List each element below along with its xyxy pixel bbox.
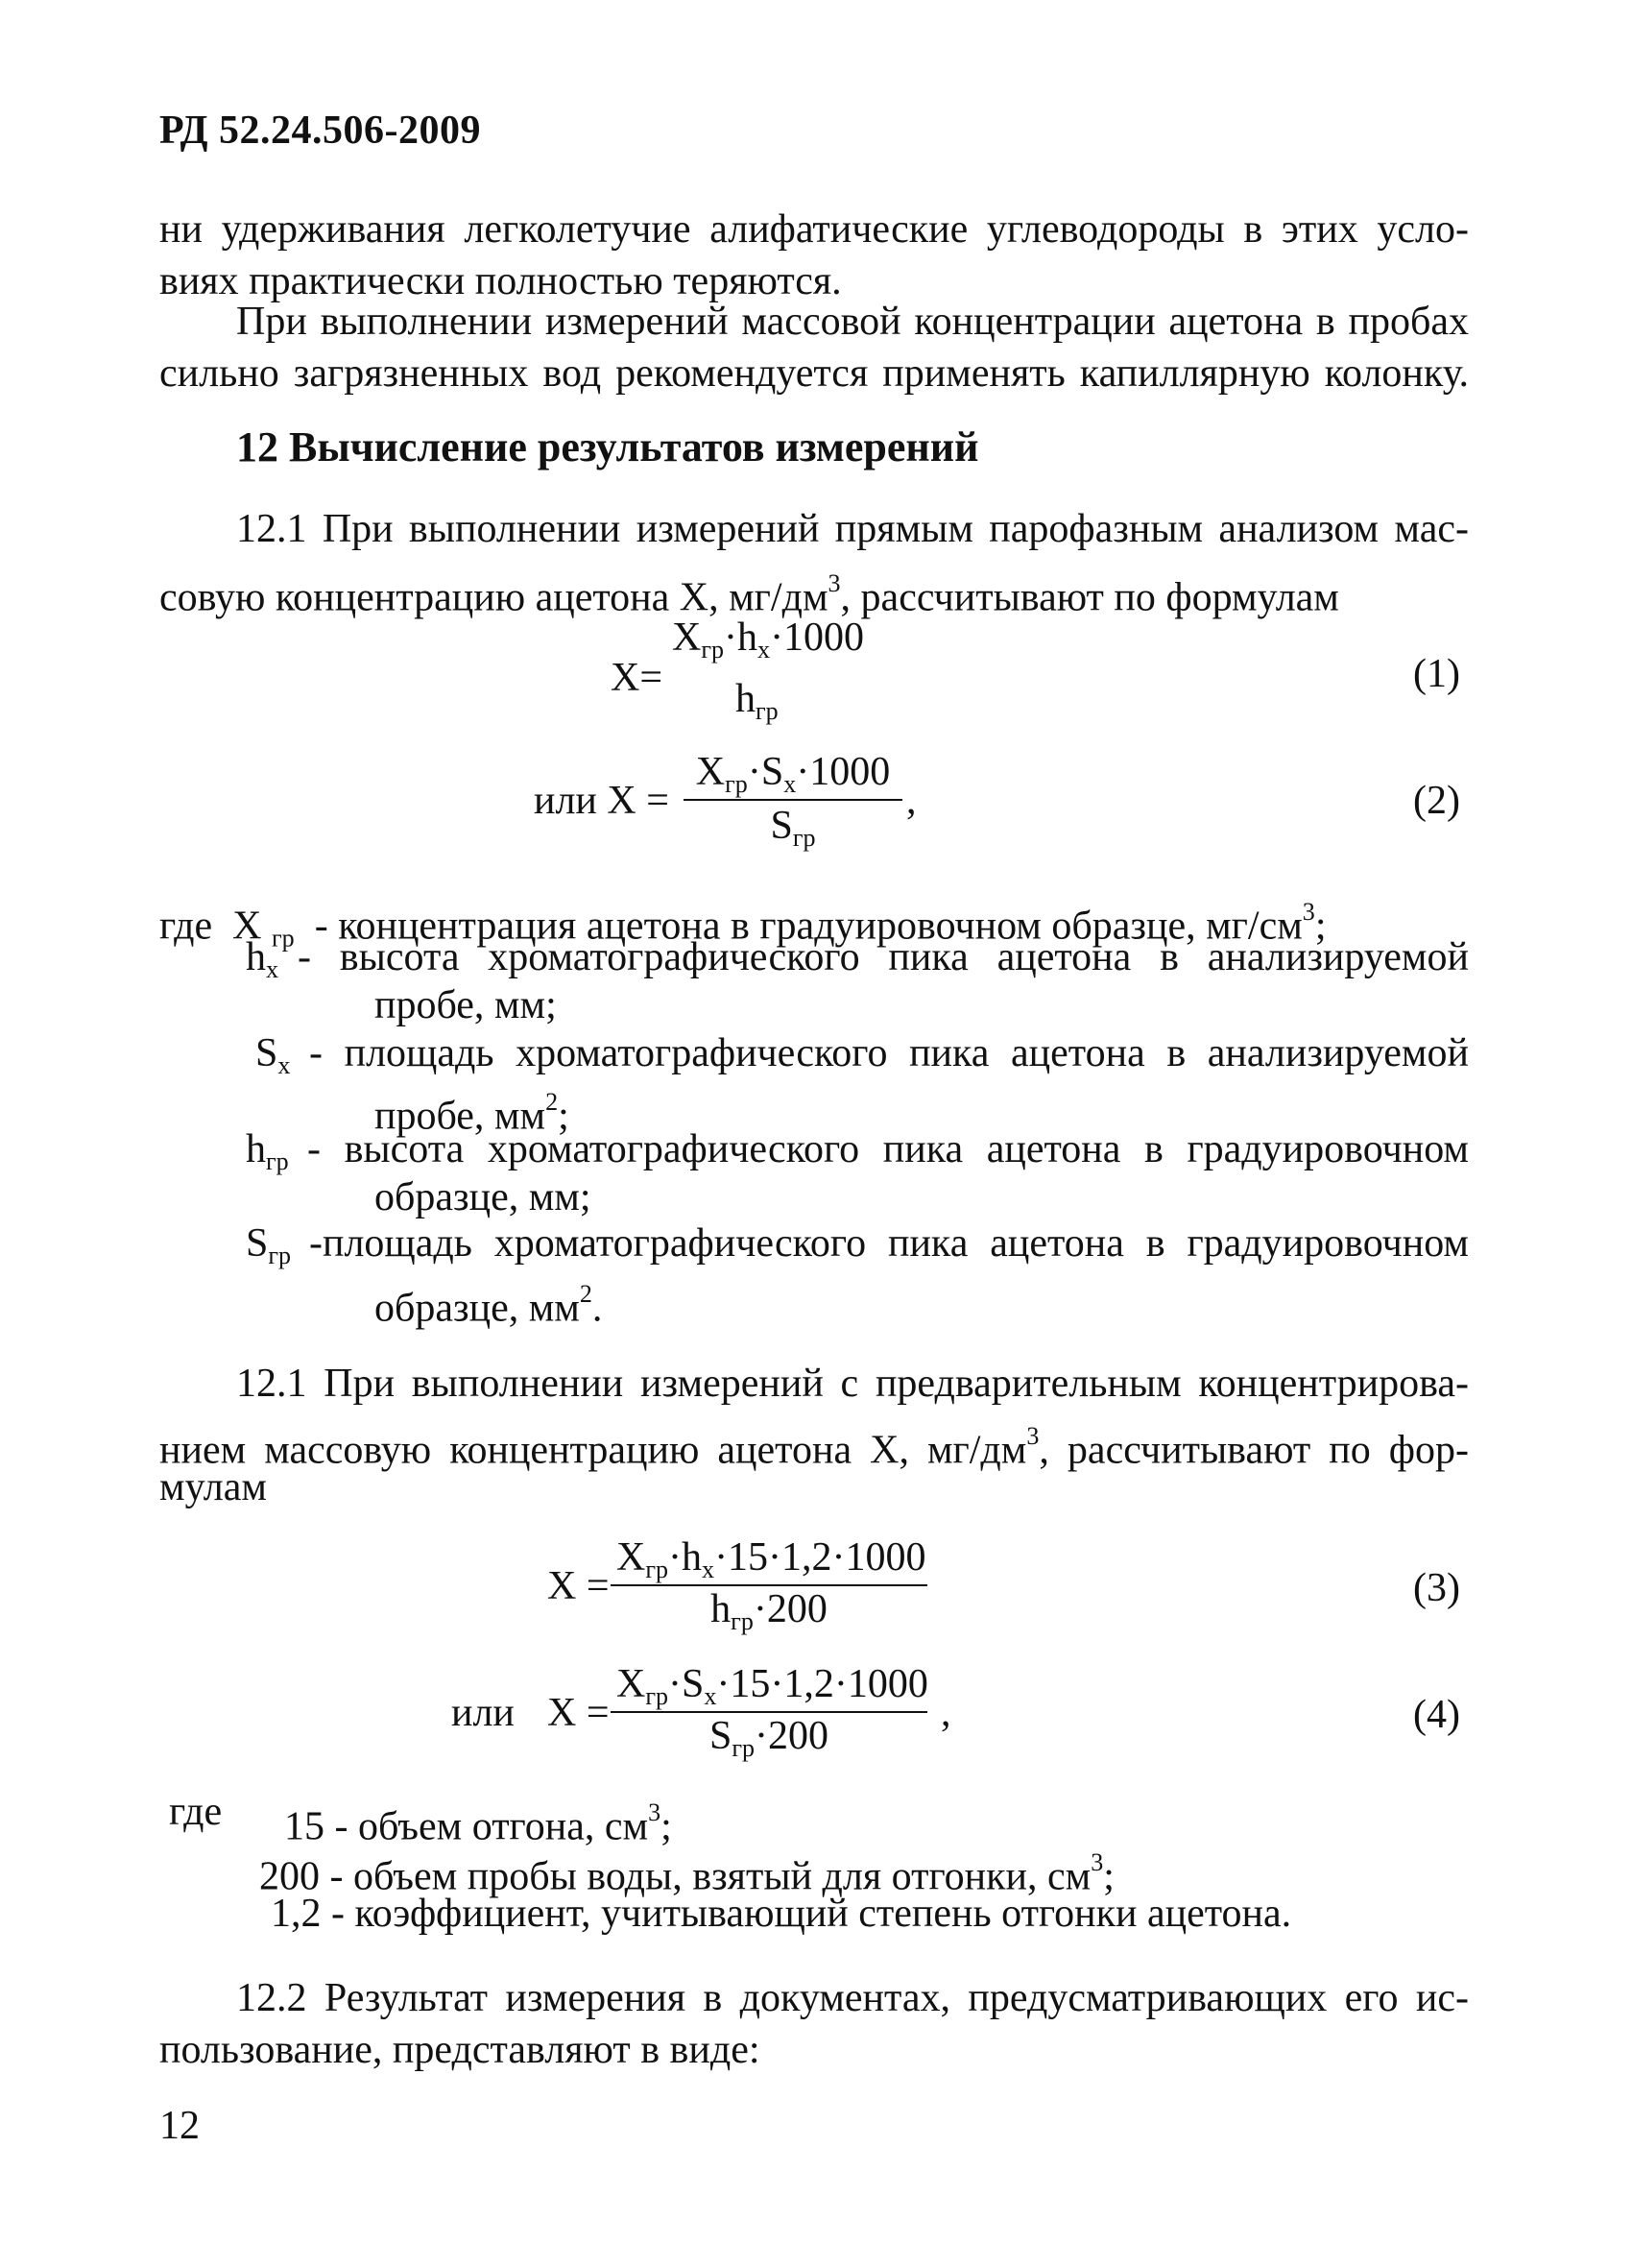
where-2-line-2: 200 - объем пробы воды, взятый для отгонки, $см^3$; [259,1848,1115,1899]
intro-line-2: виях практически полностью теряются. [159,259,842,303]
where-1-hx-desc-2: пробе, мм; [374,983,557,1027]
where-1-x-line: где X $_{гр}$ - концентрация ацетона в градуировочном образце, $мг/см^3$; [159,898,1327,953]
document-page: РД 52.24.506-2009 ни удерживания легколетучие алифатические углеводороды в этих усло- виях практически полностью теряются. При выполнении измерений массовой концентрации ацетона в пробах сильно загрязненных вод рекомендуется применять капиллярную колонку. 12 Вычисление результатов измерений 12.1 При выполнении измерений прямым парофазным анализом мас- совую концентрацию ацетона X, $мг/дм^3$, рассчитывают по формулам X= $X_{гр}\cdot h_x\cdot 1000$ $h_{гр}$ (1) или X = $X_{гр}\cdot S_x\cdot 1000$ $S_{гр}$ , (2) где X $_{гр}$ - концентрация ацетона в градуировочном образце, $мг/см^3$; $h_x$ - высота хроматографического пика ацетона в анализируемой пробе, мм; $S_x$ - площадь хроматографического пика ацетона в анализируемой пробе, $мм^2$; $h_{гр}$ - высота хроматографического пика ацетона в градуировочном образце, мм; $S_{гр}$ -площадь хроматографического пика ацетона в градуировочном образце, $мм^2$. 12.1 При выполнении измерений с предварительным концентрирова- нием массовую концентрацию ацетона X, $мг/дм^3$, рассчитывают по фор- мулам X = $X_{гр}\cdot h_x\cdot 15\cdot 1,2\cdot 1000$ $h_{гр}\cdot 200$ (3) или X = $X_{гр}\cdot S_x\cdot 15\cdot 1,2\cdot 1000$ $S_{гр}\cdot 200$ , (4) где 15 - объем отгона, $см^3$; 200 - объем пробы воды, взятый для отгонки, $см^3$; 1,2 - коэффициент, учитывающий степень отгонки ацетона. 12.2 Результат измерения в документах, предусматривающих его ис- пользование, представляют в виде: 12 [159,109,1470,2148]
where-1-sx-desc-1: - площадь хроматографического пика ацетона в анализируемой [309,1031,1469,1075]
equation-number-1: (1) [1413,652,1460,696]
equation-number-2: (2) [1413,779,1460,823]
where-1-hgr-desc-1: - высота хроматографического пика ацетона в градуировочном [307,1127,1469,1171]
where-1-sx-desc-2: пробе, $мм^2$; [374,1088,569,1139]
where-1-hx-sym: $h_x$ [246,935,279,983]
p2-line-3: мулам [159,1465,267,1509]
intro-line-1: ни удерживания легколетучие алифатические углеводороды в этих усло- [159,207,1469,252]
where-2-intro: где [169,1790,223,1834]
p2-line-2: нием массовую концентрацию ацетона X, $мг/дм^3$, рассчитывают по фор- [159,1422,1470,1473]
where-1-hx-desc-1: - высота хроматографического пика ацетона в анализируемой [298,935,1469,979]
p3-line-1: 12.2 Результат измерения в документах, предусматривающих его ис- [236,1976,1469,2020]
equation-number-3: (3) [1413,1566,1460,1610]
where-2-line-1: 15 - объем отгона, $см^3$; [284,1798,672,1849]
document-code-header: РД 52.24.506-2009 [159,109,482,153]
where-2-line-3: 1,2 - коэффициент, учитывающий степень отгонки ацетона. [271,1892,1292,1936]
intro-line-4: сильно загрязненных вод рекомендуется применять капиллярную колонку. [159,351,1469,396]
where-1-sx-sym: $S_x$ [255,1031,291,1079]
p1-line-2: совую концентрацию ацетона X, $мг/дм^3$, рассчитывают по формулам [159,569,1339,620]
intro-line-3: При выполнении измерений массовой концентрации ацетона в пробах [236,300,1469,344]
where-1-sgr-desc-1: -площадь хроматографического пика ацетона в градуировочном [309,1221,1469,1266]
section-title: 12 Вычисление результатов измерений [236,423,979,470]
page-number: 12 [159,2104,200,2148]
p2-line-1: 12.1 При выполнении измерений с предварительным концентрирова- [236,1362,1469,1406]
p3-line-2: пользование, представляют в виде: [159,2028,760,2072]
p1-line-1: 12.1 При выполнении измерений прямым парофазным анализом мас- [236,507,1469,551]
where-1-hgr-desc-2: образце, мм; [374,1175,591,1219]
where-1-sgr-desc-2: образце, $мм^2$. [374,1280,603,1331]
where-1-hgr-sym: $h_{гр}$ [246,1127,289,1175]
equation-number-4: (4) [1413,1693,1460,1737]
where-1-sgr-sym: $S_{гр}$ [246,1221,292,1269]
